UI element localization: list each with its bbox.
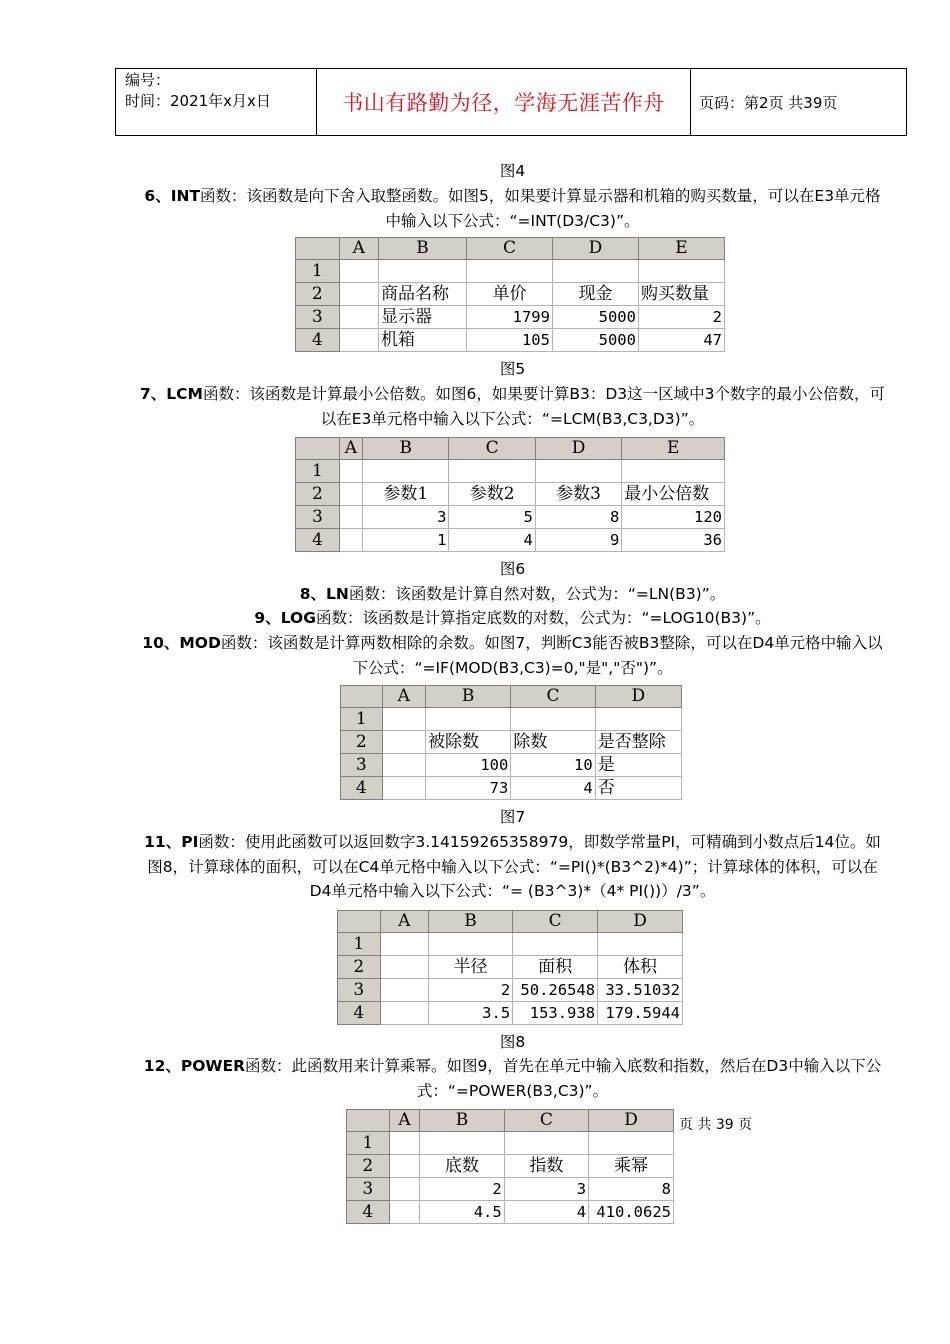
cell	[595, 708, 681, 731]
table-row	[347, 1155, 674, 1178]
cell	[589, 1132, 674, 1155]
item-number: 7、	[140, 385, 167, 403]
cell	[535, 460, 621, 483]
function-name: LOG	[280, 609, 316, 627]
col-header: B	[420, 1110, 504, 1132]
cell	[339, 460, 362, 483]
row-header: 2	[341, 731, 383, 754]
cell: 底数	[420, 1155, 504, 1178]
row-header: 4	[296, 529, 340, 552]
cell	[449, 460, 535, 483]
paragraph-text: 函数：使用此函数可以返回数字3.14159265358979，即数学常量PI，可精确到小数点后14位。如图8，计算球体的面积，可以在C4单元格中输入以下公式：“=PI()*(B3^2)*4)”；计算球体的体积，可以在D4单元格中输入以下公式：“= (B3^3)*（4* PI())）/3”。	[147, 833, 881, 900]
col-header: E	[638, 238, 724, 260]
function-name: LN	[326, 585, 349, 603]
header-info-cell	[116, 69, 317, 135]
cell	[552, 260, 638, 283]
cell	[513, 933, 598, 956]
column-header-row	[347, 1110, 674, 1132]
figure-caption-8: 图8	[499, 1033, 526, 1051]
doc-time-label: 时间：2021年x月x日	[125, 92, 271, 110]
col-header: D	[535, 438, 621, 460]
cell: 是否整除	[595, 731, 681, 754]
page-header	[115, 68, 907, 136]
cell: 2	[428, 979, 512, 1002]
table-row	[341, 777, 682, 800]
cell: 4	[511, 777, 595, 800]
item-number: 10、	[142, 634, 180, 652]
cell	[339, 483, 362, 506]
cell: 3	[504, 1178, 588, 1201]
cell	[504, 1132, 588, 1155]
col-header: C	[513, 911, 598, 933]
spreadsheet-fig7	[340, 685, 682, 800]
cell: 是	[595, 754, 681, 777]
cell: 100	[426, 754, 511, 777]
header-motto-cell	[317, 69, 691, 135]
corner-cell	[296, 238, 340, 260]
figure-caption-4: 图4	[499, 162, 526, 180]
function-name: MOD	[179, 634, 221, 652]
col-header: C	[466, 238, 552, 260]
table-row	[347, 1201, 674, 1224]
paragraph-mod	[140, 631, 885, 680]
row-header: 4	[338, 1002, 381, 1025]
cell: 50.26548	[513, 979, 598, 1002]
cell	[426, 708, 511, 731]
corner-cell	[341, 686, 383, 708]
item-number: 9、	[254, 609, 281, 627]
column-header-row	[296, 438, 725, 460]
cell	[339, 506, 362, 529]
item-number: 8、	[299, 585, 327, 603]
column-header-row	[341, 686, 682, 708]
col-header: D	[552, 238, 638, 260]
cell: 36	[622, 529, 725, 552]
col-header: D	[595, 686, 681, 708]
cell: 73	[426, 777, 511, 800]
cell: 47	[638, 329, 724, 352]
table-row	[296, 329, 725, 352]
paragraph-power	[140, 1054, 885, 1103]
cell: 体积	[598, 956, 683, 979]
cell: 105	[466, 329, 552, 352]
column-header-row	[296, 238, 725, 260]
cell: 2	[420, 1178, 504, 1201]
cell: 179.5944	[598, 1002, 683, 1025]
corner-cell	[338, 911, 381, 933]
table-row	[347, 1132, 674, 1155]
paragraph-text: 函数：该函数是计算两数相除的余数。如图7，判断C3能否被B3整除，可以在D4单元格中输入以下公式：“=IF(MOD(B3,C3)=0,"是","否")”。	[220, 634, 883, 677]
cell: 1	[363, 529, 449, 552]
cell: 商品名称	[378, 283, 466, 306]
cell: 购买数量	[638, 283, 724, 306]
row-header: 2	[296, 283, 340, 306]
cell	[380, 933, 428, 956]
corner-cell	[296, 438, 340, 460]
cell: 参数2	[449, 483, 535, 506]
row-header: 3	[347, 1178, 390, 1201]
cell	[638, 260, 724, 283]
cell	[511, 708, 595, 731]
motto-text: 书山有路勤为径，学海无涯苦作舟	[342, 91, 665, 115]
col-header: B	[426, 686, 511, 708]
spreadsheet-fig5	[295, 237, 725, 352]
table-row	[338, 979, 683, 1002]
spreadsheet-fig6	[295, 437, 725, 552]
cell: 3.5	[428, 1002, 512, 1025]
col-header: E	[622, 438, 725, 460]
doc-number-label: 编号：	[125, 71, 171, 89]
cell	[622, 460, 725, 483]
cell	[382, 754, 426, 777]
row-header: 1	[296, 460, 340, 483]
col-header: C	[449, 438, 535, 460]
cell	[382, 731, 426, 754]
cell	[378, 260, 466, 283]
cell: 4.5	[420, 1201, 504, 1224]
col-header: B	[428, 911, 512, 933]
cell: 指数	[504, 1155, 588, 1178]
item-number: 12、	[143, 1057, 181, 1075]
paragraph-text: 函数：该函数是向下舍入取整函数。如图5，如果要计算显示器和机箱的购买数量，可以在E3单元格中输入以下公式：“=INT(D3/C3)”。	[200, 187, 881, 230]
col-header: A	[339, 238, 378, 260]
cell	[382, 708, 426, 731]
paragraph-log	[140, 606, 885, 631]
table-row	[341, 731, 682, 754]
figure-caption-5: 图5	[499, 360, 526, 378]
cell	[389, 1155, 420, 1178]
cell	[389, 1178, 420, 1201]
cell	[382, 777, 426, 800]
row-header: 2	[347, 1155, 390, 1178]
table-row	[296, 483, 725, 506]
cell: 5	[449, 506, 535, 529]
function-name: POWER	[180, 1057, 246, 1075]
paragraph-text: 函数：此函数用来计算乘幂。如图9，首先在单元中输入底数和指数，然后在D3中输入以下公式：“=POWER(B3,C3)”。	[245, 1057, 882, 1100]
function-name: PI	[181, 833, 199, 851]
cell: 最小公倍数	[622, 483, 725, 506]
col-header: D	[589, 1110, 674, 1132]
paragraph-ln	[140, 582, 885, 607]
cell	[380, 979, 428, 1002]
table-row	[296, 306, 725, 329]
cell	[363, 460, 449, 483]
row-header: 3	[296, 306, 340, 329]
paragraph-text: 函数：该函数是计算最小公倍数。如图6，如果要计算B3：D3这一区域中3个数字的最小公倍数，可以在E3单元格中输入以下公式：“=LCM(B3,C3,D3)”。	[202, 385, 886, 428]
cell: 参数3	[535, 483, 621, 506]
col-header: D	[598, 911, 683, 933]
cell: 9	[535, 529, 621, 552]
table-row	[296, 506, 725, 529]
header-page-cell	[691, 69, 906, 135]
figure-caption-6: 图6	[499, 560, 526, 578]
table-row	[296, 260, 725, 283]
cell: 显示器	[378, 306, 466, 329]
page-number-label: 页码：第2页 共39页	[699, 93, 838, 112]
cell	[339, 329, 378, 352]
corner-cell	[347, 1110, 390, 1132]
table-row	[296, 460, 725, 483]
cell	[339, 529, 362, 552]
cell	[466, 260, 552, 283]
item-number: 11、	[144, 833, 182, 851]
col-header: C	[504, 1110, 588, 1132]
row-header: 1	[296, 260, 340, 283]
col-header: A	[389, 1110, 420, 1132]
cell: 参数1	[363, 483, 449, 506]
col-header: B	[363, 438, 449, 460]
function-name: INT	[170, 187, 201, 205]
cell: 10	[511, 754, 595, 777]
table-row	[338, 933, 683, 956]
cell: 410.0625	[589, 1201, 674, 1224]
paragraph-lcm	[140, 382, 885, 431]
col-header: B	[378, 238, 466, 260]
table-row	[296, 529, 725, 552]
cell: 半径	[428, 956, 512, 979]
cell: 120	[622, 506, 725, 529]
cell: 被除数	[426, 731, 511, 754]
cell: 8	[589, 1178, 674, 1201]
row-header: 3	[296, 506, 340, 529]
table-row	[341, 708, 682, 731]
cell: 机箱	[378, 329, 466, 352]
row-header: 1	[341, 708, 383, 731]
cell: 否	[595, 777, 681, 800]
cell: 33.51032	[598, 979, 683, 1002]
cell: 面积	[513, 956, 598, 979]
cell	[598, 933, 683, 956]
spreadsheet-fig8	[337, 910, 683, 1025]
table-row	[296, 283, 725, 306]
function-name: LCM	[166, 385, 203, 403]
col-header: A	[380, 911, 428, 933]
table-row	[338, 1002, 683, 1025]
cell	[380, 956, 428, 979]
paragraph-pi	[140, 830, 885, 904]
cell	[339, 260, 378, 283]
table-row	[338, 956, 683, 979]
col-header: A	[382, 686, 426, 708]
row-header: 4	[296, 329, 340, 352]
cell	[380, 1002, 428, 1025]
cell	[428, 933, 512, 956]
col-header: A	[339, 438, 362, 460]
row-header: 2	[296, 483, 340, 506]
cell: 3	[363, 506, 449, 529]
cell	[389, 1132, 420, 1155]
item-number: 6、	[144, 187, 171, 205]
cell	[339, 306, 378, 329]
cell: 现金	[552, 283, 638, 306]
cell	[339, 283, 378, 306]
row-header: 4	[341, 777, 383, 800]
figure-caption-7: 图7	[499, 808, 526, 826]
column-header-row	[338, 911, 683, 933]
row-header: 3	[341, 754, 383, 777]
cell: 单价	[466, 283, 552, 306]
cell: 5000	[552, 329, 638, 352]
row-header: 1	[338, 933, 381, 956]
col-header: C	[511, 686, 595, 708]
paragraph-int	[140, 184, 885, 233]
row-header: 2	[338, 956, 381, 979]
cell	[389, 1201, 420, 1224]
paragraph-text: 函数：该函数是计算自然对数，公式为：“=LN(B3)”。	[348, 585, 726, 603]
page-footer-fragment: 页 共 39 页	[675, 1114, 756, 1134]
row-header: 1	[347, 1132, 390, 1155]
row-header: 3	[338, 979, 381, 1002]
cell: 4	[449, 529, 535, 552]
cell: 除数	[511, 731, 595, 754]
cell: 4	[504, 1201, 588, 1224]
cell: 2	[638, 306, 724, 329]
cell: 153.938	[513, 1002, 598, 1025]
paragraph-text: 函数：该函数是计算指定底数的对数，公式为：“=LOG10(B3)”。	[315, 609, 771, 627]
spreadsheet-fig9	[346, 1109, 674, 1224]
cell: 8	[535, 506, 621, 529]
table-row	[347, 1178, 674, 1201]
cell	[420, 1132, 504, 1155]
row-header: 4	[347, 1201, 390, 1224]
cell: 5000	[552, 306, 638, 329]
cell: 乘幂	[589, 1155, 674, 1178]
cell: 1799	[466, 306, 552, 329]
table-row	[341, 754, 682, 777]
